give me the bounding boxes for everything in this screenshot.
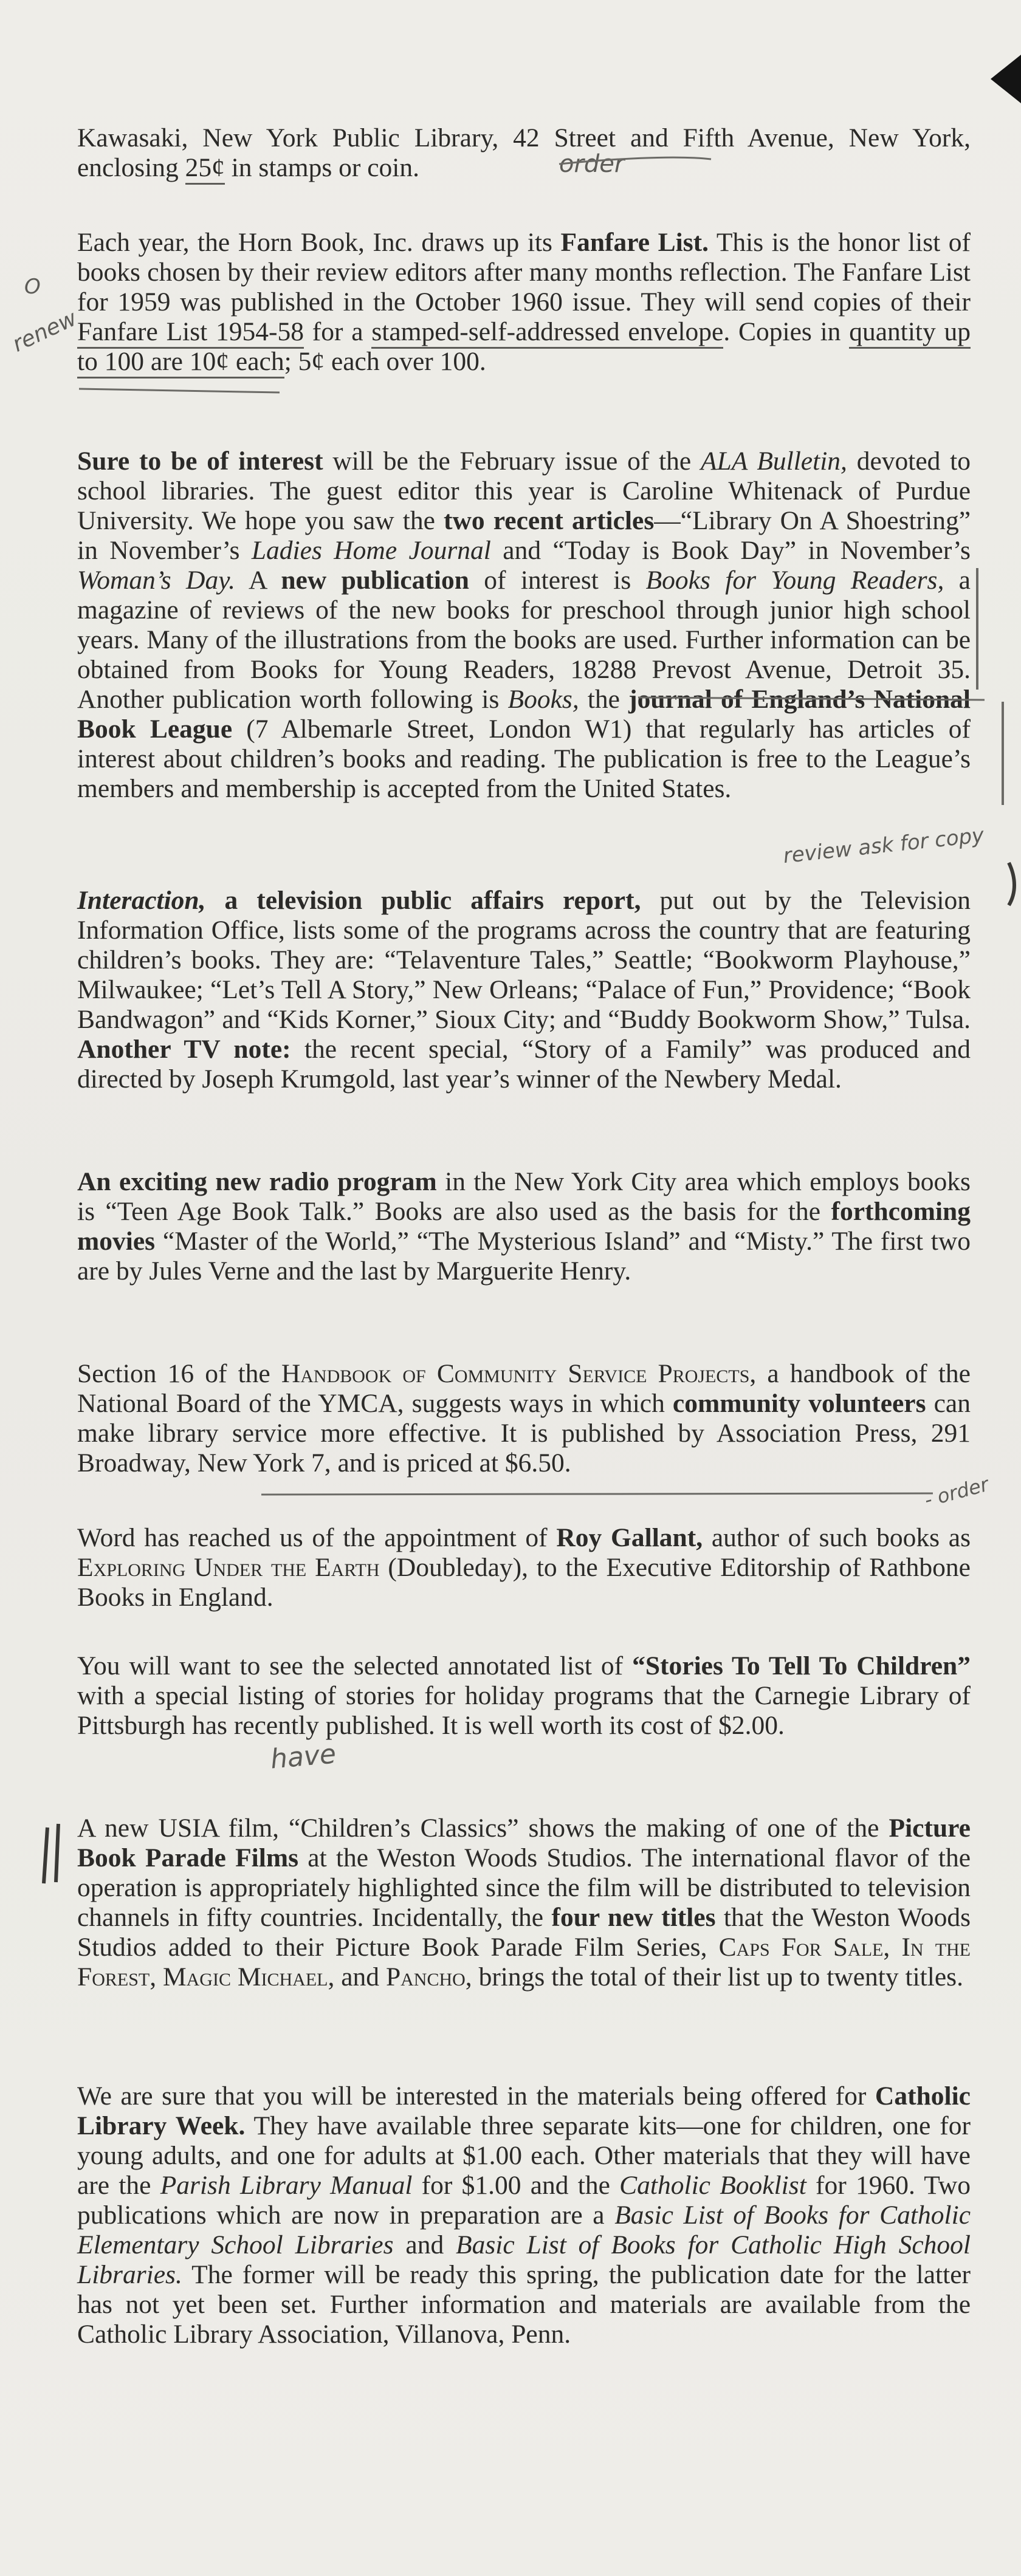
handwritten-note-order-2: - order (921, 1472, 991, 1512)
pen-underline-stroke (638, 697, 985, 700)
pen-marginal-mark (44, 1824, 58, 1883)
handwritten-note-review-ask-for-copy: review ask for copy (782, 823, 985, 869)
paragraph-roy-gallant: Word has reached us of the appointment of Roy Gallant, author of such books as Exploring Under the Earth (Doubleday), to the Executive Editorship of Rathbone Books in England. (77, 1523, 971, 1612)
pen-underline-stroke (261, 1493, 933, 1495)
paragraph-request-info: Kawasaki, New York Public Library, 42 Street and Fifth Avenue, New York, enclosing 25¢ in stamps or coin. (77, 123, 971, 183)
pen-underline-stroke (79, 389, 280, 392)
paragraph-usia-film: A new USIA film, “Children’s Classics” shows the making of one of the Picture Book Parade Films at the Weston Woods Studios. The international flavor of the operation is appropriately highlighted since the film will be distributed to television channels in fifty countries. Incidentally, the four new titles that the Weston Woods Studios added to their Picture Book Parade Film Series, Caps For Sale, In the Forest, Magic Michael, and Pancho, brings the total of their list up to twenty titles. (77, 1814, 971, 1992)
paragraph-fanfare-list: Each year, the Horn Book, Inc. draws up its Fanfare List. This is the honor list of books chosen by their review editors after many months reflection. The Fanfare List for 1959 was published in the October 1960 issue. They will send copies of their Fanfare List 1954-58 for a stamped-self-addressed envelope. Copies in quantity up to 100 are 10¢ each; 5¢ each over 100. (77, 228, 971, 377)
paragraph-radio-program: An exciting new radio program in the New York City area which employs books is “Teen Age Book Talk.” Books are also used as the basis for the forthcoming movies “Master of the World,” “The Mysterious Island” and “Misty.” The first two are by Jules Verne and the last by Marguerite Henry. (77, 1167, 971, 1286)
paragraph-stories-to-tell: You will want to see the selected annotated list of “Stories To Tell To Children” with a special listing of stories for holiday programs that the Carnegie Library of Pittsburgh has recently published. It is well worth its cost of $2.00. (77, 1651, 971, 1740)
paragraph-ymca-handbook: Section 16 of the Handbook of Community Service Projects, a handbook of the National Board of the YMCA, suggests ways in which community volunteers can make library service more effective. It is published by Association Press, 291 Broadway, New York 7, and is priced at $6.50. (77, 1359, 971, 1478)
paragraph-catholic-library-week: We are sure that you will be interested in the materials being offered for Catholic Library Week. They have available three separate kits—one for children, one for young adults, and one for adults at $1.00 each. Other materials that they will have are the Parish Library Manual for $1.00 and the Catholic Booklist for 1960. Two publications which are now in preparation are a Basic List of Books for Catholic Elementary School Libraries and Basic List of Books for Catholic High School Libraries. The former will be ready this spring, the publication date for the latter has not yet been set. Further information and materials are available from the Catholic Library Association, Villanova, Penn. (77, 2081, 971, 2349)
handwritten-note-have: have (269, 1738, 337, 1775)
handwritten-note-order: order (559, 150, 625, 178)
handwritten-circle-o: O (24, 275, 41, 299)
paragraph-interaction-tv: Interaction, a television public affairs report, put out by the Television Information Office, lists some of the programs across the country that are featuring children’s books. They are: “Telaventure Tales,” Seattle; “Bookworm Playhouse,” Milwaukee; “Let’s Tell A Story,” New Orleans; “Palace of Fun,” Providence; “Book Bandwagon” and “Kids Korner,” Sioux City; and “Buddy Bookworm Show,” Tulsa. Another TV note: the recent special, “Story of a Family” was produced and directed by Joseph Krumgold, last year’s winner of the Newbery Medal. (77, 886, 971, 1094)
handwritten-note-renew: renew (9, 306, 81, 357)
paragraph-ala-bulletin: Sure to be of interest will be the February issue of the ALA Bulletin, devoted to school libraries. The guest editor this year is Caroline Whitenack of Purdue University. We hope you saw the two recent articles—“Library On A Shoestring” in November’s Ladies Home Journal and “Today is Book Day” in November’s Woman’s Day. A new publication of interest is Books for Young Readers, a magazine of reviews of the new books for preschool through junior high school years. Many of the illustrations from the books are used. Further information can be obtained from Books for Young Readers, 18288 Prevost Avenue, Detroit 35. Another publication worth following is Books, the journal of England’s National Book League (7 Albemarle Street, London W1) that regularly has articles of interest about children’s books and reading. The publication is free to the League’s members and membership is accepted from the United States. (77, 447, 971, 803)
pen-bracket-curve (1009, 863, 1014, 905)
pen-underline-stroke (559, 157, 711, 164)
